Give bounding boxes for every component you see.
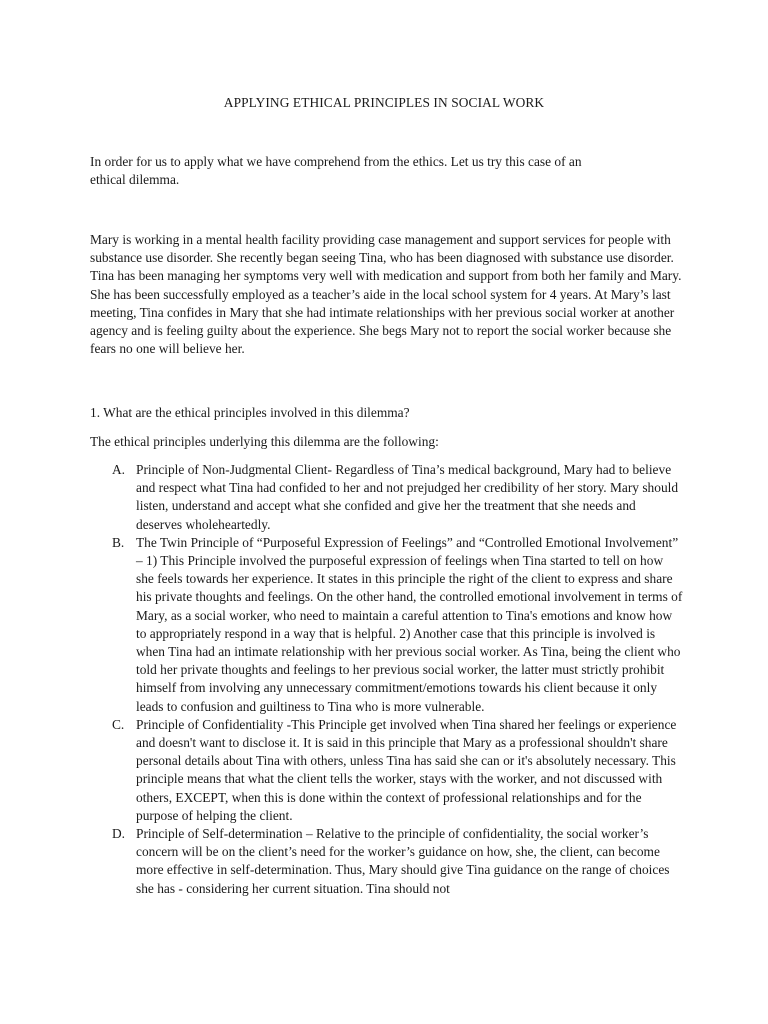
- principles-lead-sentence: The ethical principles underlying this dilemma are the following:: [90, 434, 439, 449]
- principle-text: Principle of Self-determination – Relative to the principle of confidentiality, the social worker’s concern will be on the client’s need for the worker’s guidance on how, she, the client, can become more effective in self-determination. Thus, Mary should give Tina guidance on the range of choices she has - considering her current situation. Tina should not: [136, 826, 670, 896]
- principle-marker: D.: [112, 826, 126, 842]
- principle-text: The Twin Principle of “Purposeful Expression of Feelings” and “Controlled Emotional Involvement” – 1) This Principle involved the purposeful expression of feelings when Tina started to tell on how she feels towards her experience. It states in this principle the right of the client to express and share his private thoughts and feelings. On the other hand, the controlled emotional involvement in terms of Mary, as a social worker, who need to maintain a careful attention to Tina's emotions and know how to appropriately respond in a way that is helpful. 2) Another case that this principle is involved is when Tina had an intimate relationship with her previous social worker. As Tina, being the client who told her private thoughts and feelings to her previous social worker, the latter must strictly prohibit himself from involving any unnecessary commitment/emotions towards his client because it only leads to confusion and guiltiness to Tina who is more vulnerable.: [136, 534, 683, 714]
- principle-text: Principle of Confidentiality -This Principle get involved when Tina shared her feelings or experience and doesn't want to disclose it. It is said in this principle that Mary as a professional shouldn't share personal details about Tina with others, unless Tina has said she can or it's absolutely necessary. This principle means that what the client tells the worker, stays with the worker, and not discussed with others, EXCEPT, when this is done within the context of professional relationships and for the purpose of helping the client.: [136, 716, 677, 823]
- document-title: APPLYING ETHICAL PRINCIPLES IN SOCIAL WORK: [223, 95, 545, 110]
- principle-item-c: [112, 716, 684, 825]
- principle-text: Principle of Non-Judgmental Client- Regardless of Tina’s medical background, Mary had to believe and respect what Tina had confided to her and not prejudged her credibility of her story. Mary should listen, understand and accept what she confided and give her the treatment that she needs and deserves wholeheartedly.: [136, 462, 679, 532]
- case-scenario-paragraph: Mary is working in a mental health facility providing case management and support services for people with substance use disorder. She recently began seeing Tina, who has been diagnosed with substance use disorder. Tina has been managing her symptoms very well with medication and support from both her family and Mary. She has been successfully employed as a teacher’s aide in the local school system for 4 years. At Mary’s last meeting, Tina confides in Mary that she had intimate relationships with her previous social worker at another agency and is feeling guilty about the experience. She begs Mary not to report the social worker because she fears no one will believe her.: [90, 232, 682, 357]
- principle-marker: B.: [112, 534, 125, 550]
- principles-list: [112, 461, 684, 898]
- principle-marker: A.: [112, 462, 126, 477]
- intro-paragraph: In order for us to apply what we have comprehend from the ethics. Let us try this case of an ethical dilemma.: [90, 154, 582, 188]
- principle-item-b: [112, 534, 684, 716]
- principle-item-a: [112, 461, 684, 534]
- principle-marker: C.: [112, 716, 125, 732]
- principle-item-d: [112, 825, 684, 898]
- question-heading: 1. What are the ethical principles involved in this dilemma?: [90, 405, 410, 420]
